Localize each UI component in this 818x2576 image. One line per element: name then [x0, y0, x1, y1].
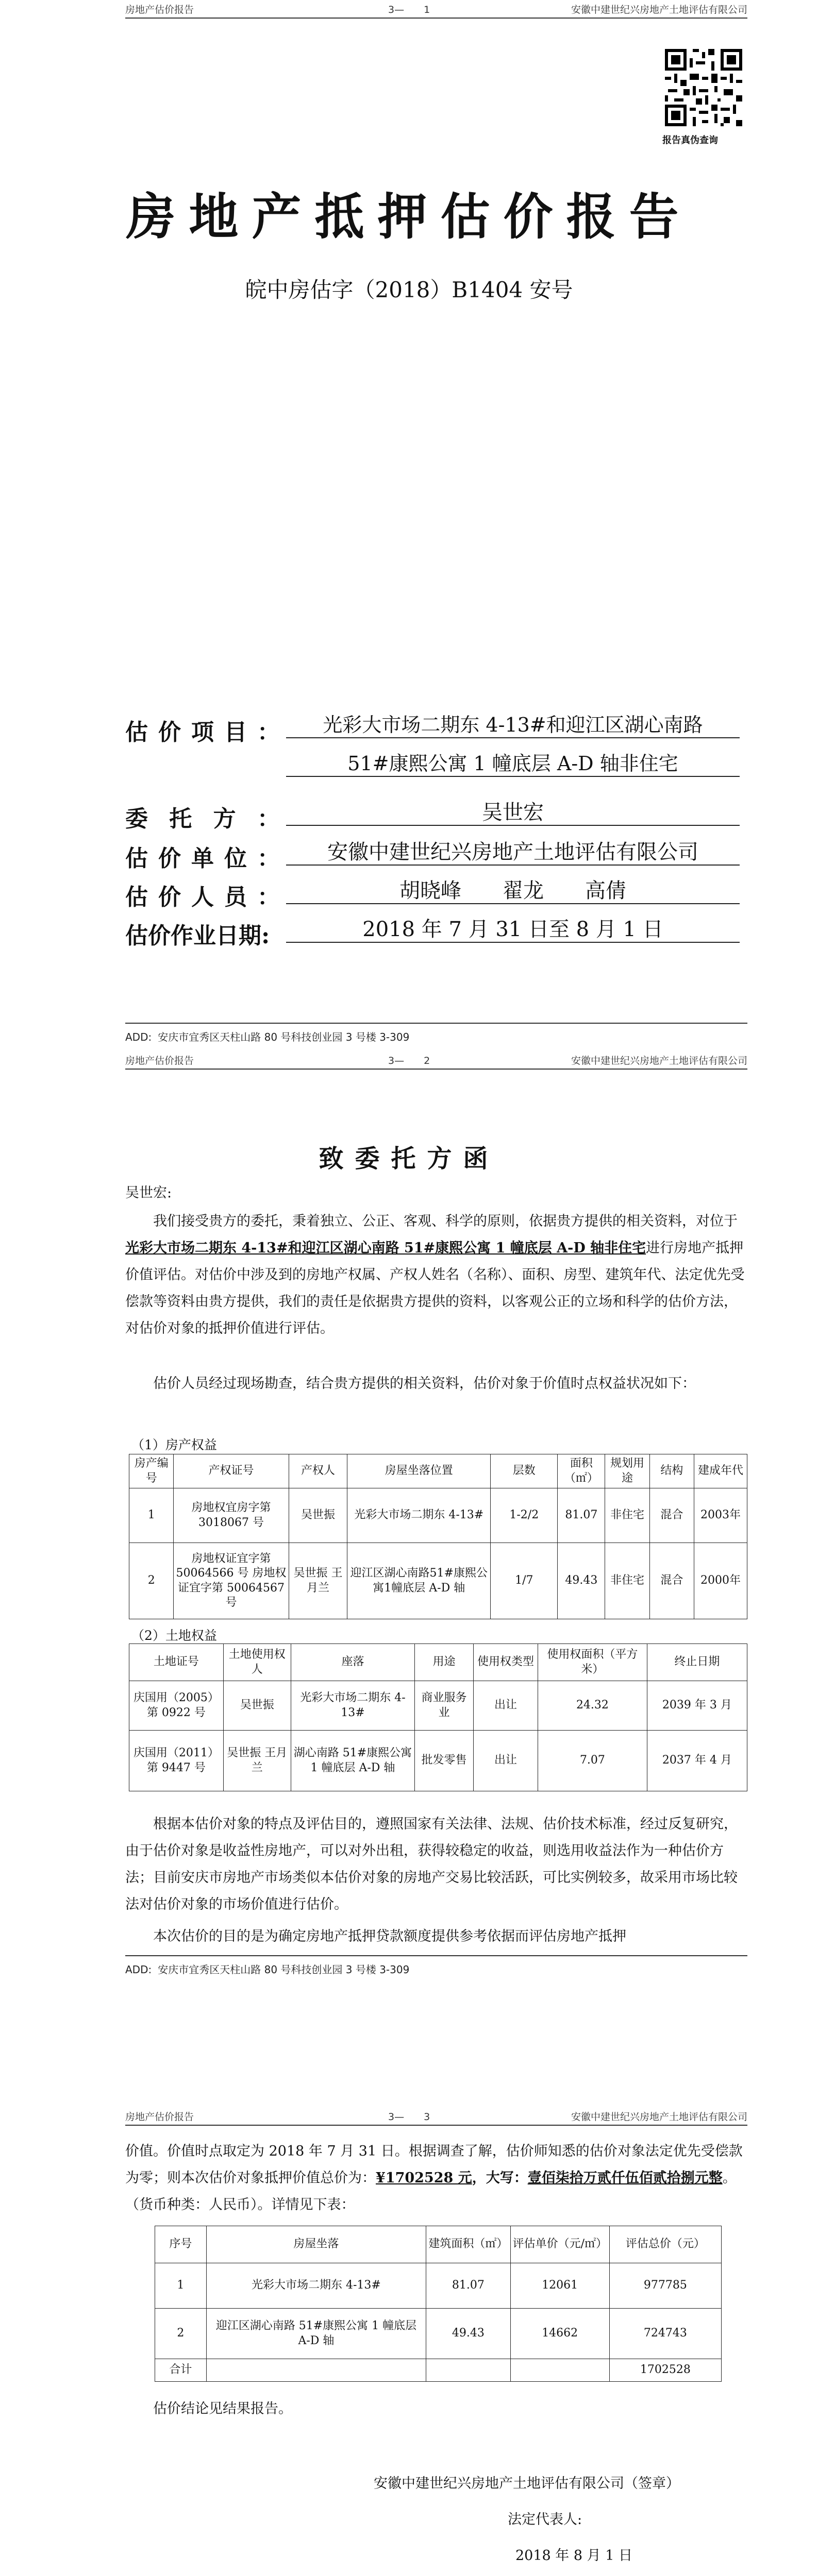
letter-closing: 估价结论见结果报告。	[153, 2401, 292, 2417]
header-left: 房地产估价报告	[125, 2111, 194, 2123]
header-page-number: 3— 2	[388, 1055, 430, 1066]
staff-label: 估价人员：	[125, 884, 280, 910]
letter-para1: 我们接受贵方的委托，秉着独立、公正、客观、科学的原则，依据贵方提供的相关资料，对位于光彩大市场二期东 4-13#和迎江区湖心南路 51#康熙公寓 1 幢底层 A-D 轴非住宅进行房地产抵押价值评估。对估价中涉及到的房地产权属、产权人姓名（名称）、面积、房型、建筑年代、法定优先受偿款等资料由贵方提供，我们的责任是依据贵方提供的资料，以客观公正的立场和科学的估价方法，对估价对象的抵押价值进行评估。	[125, 1213, 745, 1336]
qr-caption: 报告真伪查询	[662, 135, 718, 146]
house-rights-table: 房产编号 产权证号 产权人 房屋坐落位置 层数 面积（㎡） 规划用途 结构 建成年代 1 房地权宜房字第 3018067 号 吴世振 光彩大市场二期东 4-13# 1-2/2 81.07 非住宅 混合 2003年 2 房地权证宜字第 50064566 号 房地权证宜字第 50064567 号 吴世振 王月兰 迎江区湖心南路51#康熙公寓1幢底层 A-D 轴 1/7 49.43 非住宅 混合 2000年	[129, 1454, 747, 1619]
land-rights-table: 土地证号 土地使用权人 座落 用途 使用权类型 使用权面积（平方米） 终止日期 庆国用（2005）第 0922 号 吴世振 光彩大市场二期东 4-13# 商业服务业 出让 24.32 2039 年 3 月 庆国用（2011）第 9447 号 吴世振 王月兰 湖心南路 51#康熙公寓 1 幢底层 A-D 轴 批发零售 出让 7.07 2037 年 4 月	[129, 1643, 747, 1791]
client-value: 吴世宏	[286, 800, 740, 826]
project-label: 估价项目：	[125, 719, 280, 745]
page-header	[125, 1051, 747, 1070]
signature-representative: 法定代表人:	[508, 2512, 582, 2528]
letter-para2: 估价人员经过现场勘查，结合贵方提供的相关资料，估价对象于价值时点权益状况如下：	[153, 1376, 696, 1392]
date-value: 2018 年 7 月 31 日至 8 月 1 日	[286, 917, 740, 943]
cover-page	[0, 0, 818, 1051]
header-company: 安徽中建世纪兴房地产土地评估有限公司	[571, 2111, 747, 2123]
page-header	[125, 0, 747, 19]
page-footer: ADD: 安庆市宜秀区天柱山路 80 号科技创业园 3 号楼 3-309	[125, 1023, 747, 1044]
page-footer: ADD: 安庆市宜秀区天柱山路 80 号科技创业园 3 号楼 3-309	[125, 1955, 747, 1976]
header-page-number: 3— 1	[388, 4, 430, 15]
report-number: 皖中房估字（2018）B1404 安号	[245, 277, 573, 302]
table-row: 1 房地权宜房字第 3018067 号 吴世振 光彩大市场二期东 4-13# 1-2/2 81.07 非住宅 混合 2003年	[129, 1488, 747, 1543]
letter-para5: 价值。价值时点取定为 2018 年 7 月 31 日。根据调查了解，估价师知悉的估价对象法定优先受偿款为零；则本次估价对象抵押价值总价为：¥1702528 元，大写：壹佰柒拾万贰仟伍佰贰拾捌元整。（货币种类：人民币）。详情见下表：	[125, 2143, 743, 2213]
letter-para4: 本次估价的目的是为确定房地产抵押贷款额度提供参考依据而评估房地产抵押	[153, 1928, 626, 1944]
table-row: 庆国用（2011）第 9447 号 吴世振 王月兰 湖心南路 51#康熙公寓 1 幢底层 A-D 轴 批发零售 出让 7.07 2037 年 4 月	[129, 1731, 747, 1791]
report-title: 房地产抵押估价报告	[126, 188, 692, 246]
project-value-line2: 51#康熙公寓 1 幢底层 A-D 轴非住宅	[286, 752, 740, 777]
letter-page	[0, 1051, 818, 2087]
qr-code-icon	[665, 49, 742, 126]
header-page-number: 3— 3	[388, 2111, 430, 2123]
house-rights-title: （1）房产权益	[131, 1437, 217, 1452]
agency-label: 估价单位：	[125, 845, 280, 872]
table-row: 2 房地权证宜字第 50064566 号 房地权证宜字第 50064567 号 吴世振 王月兰 迎江区湖心南路51#康熙公寓1幢底层 A-D 轴 1/7 49.43 非住宅 混合 2000年	[129, 1543, 747, 1619]
land-rights-title: （2）土地权益	[131, 1628, 217, 1643]
property-address: 光彩大市场二期东 4-13#和迎江区湖心南路 51#康熙公寓 1 幢底层 A-D 轴非住宅	[125, 1240, 646, 1256]
table-total-row: 合计 1702528	[155, 2359, 722, 2382]
header-left: 房地产估价报告	[125, 1055, 194, 1066]
letter-page-continued	[0, 2087, 818, 2576]
letter-title: 致委托方函	[319, 1144, 499, 1173]
project-value-line1: 光彩大市场二期东 4-13#和迎江区湖心南路	[286, 714, 740, 738]
header-company: 安徽中建世纪兴房地产土地评估有限公司	[571, 1055, 747, 1066]
table-row: 2 迎江区湖心南路 51#康熙公寓 1 幢底层 A-D 轴 49.43 14662 724743	[155, 2309, 722, 2359]
staff-value: 胡晓峰 翟龙 高倩	[286, 878, 740, 904]
letter-salutation: 吴世宏:	[125, 1185, 172, 1201]
valuation-table: 序号 房屋坐落 建筑面积（㎡） 评估单价（元/㎡） 评估总价（元） 1 光彩大市场二期东 4-13# 81.07 12061 977785 2 迎江区湖心南路 51#康熙公寓 1 幢底层 A-D 轴 49.43 14662 724743 合计 1702528	[155, 2226, 722, 2382]
page-header	[125, 2107, 747, 2126]
client-label: 委托方：	[125, 806, 280, 832]
date-label: 估价作业日期:	[125, 923, 270, 949]
table-row: 1 光彩大市场二期东 4-13# 81.07 12061 977785	[155, 2263, 722, 2309]
signature-company: 安徽中建世纪兴房地产土地评估有限公司（签章）	[374, 2476, 680, 2492]
total-value-in-words: 壹佰柒拾万贰仟伍佰贰拾捌元整	[527, 2170, 723, 2186]
table-row: 庆国用（2005）第 0922 号 吴世振 光彩大市场二期东 4-13# 商业服务业 出让 24.32 2039 年 3 月	[129, 1681, 747, 1731]
signature-date: 2018 年 8 月 1 日	[515, 2548, 632, 2564]
header-company: 安徽中建世纪兴房地产土地评估有限公司	[571, 4, 747, 15]
total-value: ¥1702528 元	[376, 2170, 472, 2186]
agency-value: 安徽中建世纪兴房地产土地评估有限公司	[286, 840, 740, 866]
header-left: 房地产估价报告	[125, 4, 194, 15]
letter-para3: 根据本估价对象的特点及评估目的，遵照国家有关法律、法规、估价技术标准，经过反复研究，由于估价对象是收益性房地产，可以对外出租，获得较稳定的收益，则选用收益法作为一种估价方法；目前安庆市房地产市场类似本估价对象的房地产交易比较活跃，可比实例较多，故采用市场比较法对估价对象的市场价值进行估价。	[125, 1816, 738, 1912]
